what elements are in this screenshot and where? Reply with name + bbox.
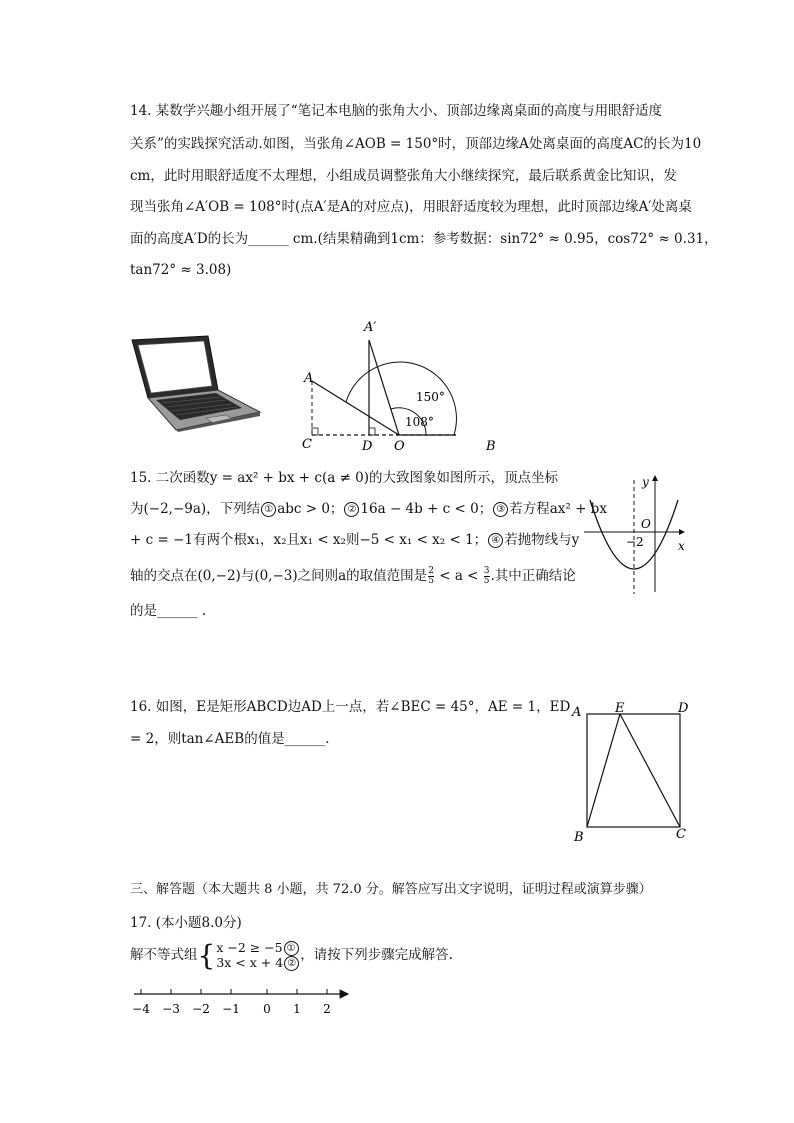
- fraction-3-5: $\frac{3}{5}$: [483, 566, 490, 586]
- label-c: C: [302, 437, 312, 452]
- q15-parabola-graph: [580, 470, 690, 598]
- label-d: D: [362, 439, 373, 454]
- graph-label-y: y: [642, 475, 649, 489]
- number-line-label: 1: [293, 1002, 301, 1016]
- graph-tick-minus2: −2: [626, 535, 644, 549]
- number-line-label: −2: [192, 1002, 210, 1016]
- fraction-2-5: $\frac{2}{5}$: [428, 566, 434, 586]
- rect-label-b: B: [574, 830, 584, 845]
- q14-line-4: 现当张角∠A′OB = 108°时(点A′是A的对应点)，用眼舒适度较为理想，此时顶部边缘A′处离桌: [130, 199, 692, 215]
- q15-line-2: 为(−2,−9a)，下列结 ① abc > 0； ② 16a − 4b + c < 0； ③ 若方程ax² + bx: [130, 501, 607, 517]
- graph-label-o: O: [641, 517, 651, 531]
- q17-title: 17. (本小题8.0分): [130, 915, 242, 931]
- label-b: B: [486, 439, 496, 454]
- q14-line-3: cm，此时用眼舒适度不太理想，小组成员调整张角大小继续探究，最后联系黄金比知识，发: [130, 168, 677, 184]
- q14-line-1: 14. 某数学兴趣小组开展了“笔记本电脑的张角大小、顶部边缘离桌面的高度与用眼舒适度: [130, 103, 663, 119]
- rect-label-d: D: [678, 701, 689, 716]
- label-a-prime: A′: [364, 320, 377, 335]
- q15-line-1: 15. 二次函数y = ax² + bx + c(a ≠ 0)的大致图象如图所示，顶点坐标: [130, 470, 559, 486]
- rect-label-e: E: [615, 701, 625, 716]
- graph-label-x: x: [678, 539, 685, 553]
- q14-line-6: tan72° ≈ 3.08): [130, 262, 232, 278]
- laptop-image: [130, 332, 262, 432]
- rect-label-a: A: [572, 705, 582, 720]
- label-o: O: [394, 439, 405, 454]
- number-line-label: 0: [263, 1002, 271, 1016]
- q15-line-4: 轴的交点在(0,−2)与(0,−3)之间则a的取值范围是 $\frac{2}{5}$ < a < $\frac{3}{5}$ .其中正确结论: [130, 566, 576, 586]
- rect-label-c: C: [676, 827, 686, 842]
- section-heading: 三、解答题（本大题共 8 小题，共 72.0 分。解答应写出文字说明，证明过程或演算步骤）: [130, 882, 652, 897]
- number-line-label: 2: [323, 1002, 331, 1016]
- label-108: 108°: [405, 415, 434, 429]
- q14-line-5: 面的高度A′D的长为______ cm.(结果精确到1cm：参考数据：sin72° ≈ 0.95，cos72° ≈ 0.31，: [130, 231, 718, 247]
- number-line: [130, 982, 355, 1022]
- number-line-label: −3: [162, 1002, 180, 1016]
- q16-line-1: 16. 如图，E是矩形ABCD边AD上一点，若∠BEC = 45°，AE = 1，ED: [130, 699, 571, 715]
- q16-line-2: = 2，则tan∠AEB的值是______.: [130, 731, 330, 747]
- q16-rectangle-figure: [568, 698, 693, 846]
- q15-line-3: + c = −1有两个根x₁，x₂且x₁ < x₂则−5 < x₁ < x₂ < 1； ④ 若抛物线与y: [130, 532, 580, 548]
- q14-line-2: 关系”的实践探究活动.如图，当张角∠AOB = 150°时，顶部边缘A处离桌面的高度AC的长为10: [130, 136, 702, 152]
- q15-line-5: 的是______ .: [130, 603, 207, 619]
- number-line-label: −4: [132, 1002, 150, 1016]
- number-line-label: −1: [222, 1002, 240, 1016]
- q17-statement: 解不等式组{x −2 ≥ −5 ① 3x < x + 4 ② ，请按下列步骤完成解答.: [130, 938, 453, 972]
- label-150: 150°: [416, 390, 445, 404]
- q14-figure: [296, 318, 511, 456]
- label-a: A: [304, 371, 314, 386]
